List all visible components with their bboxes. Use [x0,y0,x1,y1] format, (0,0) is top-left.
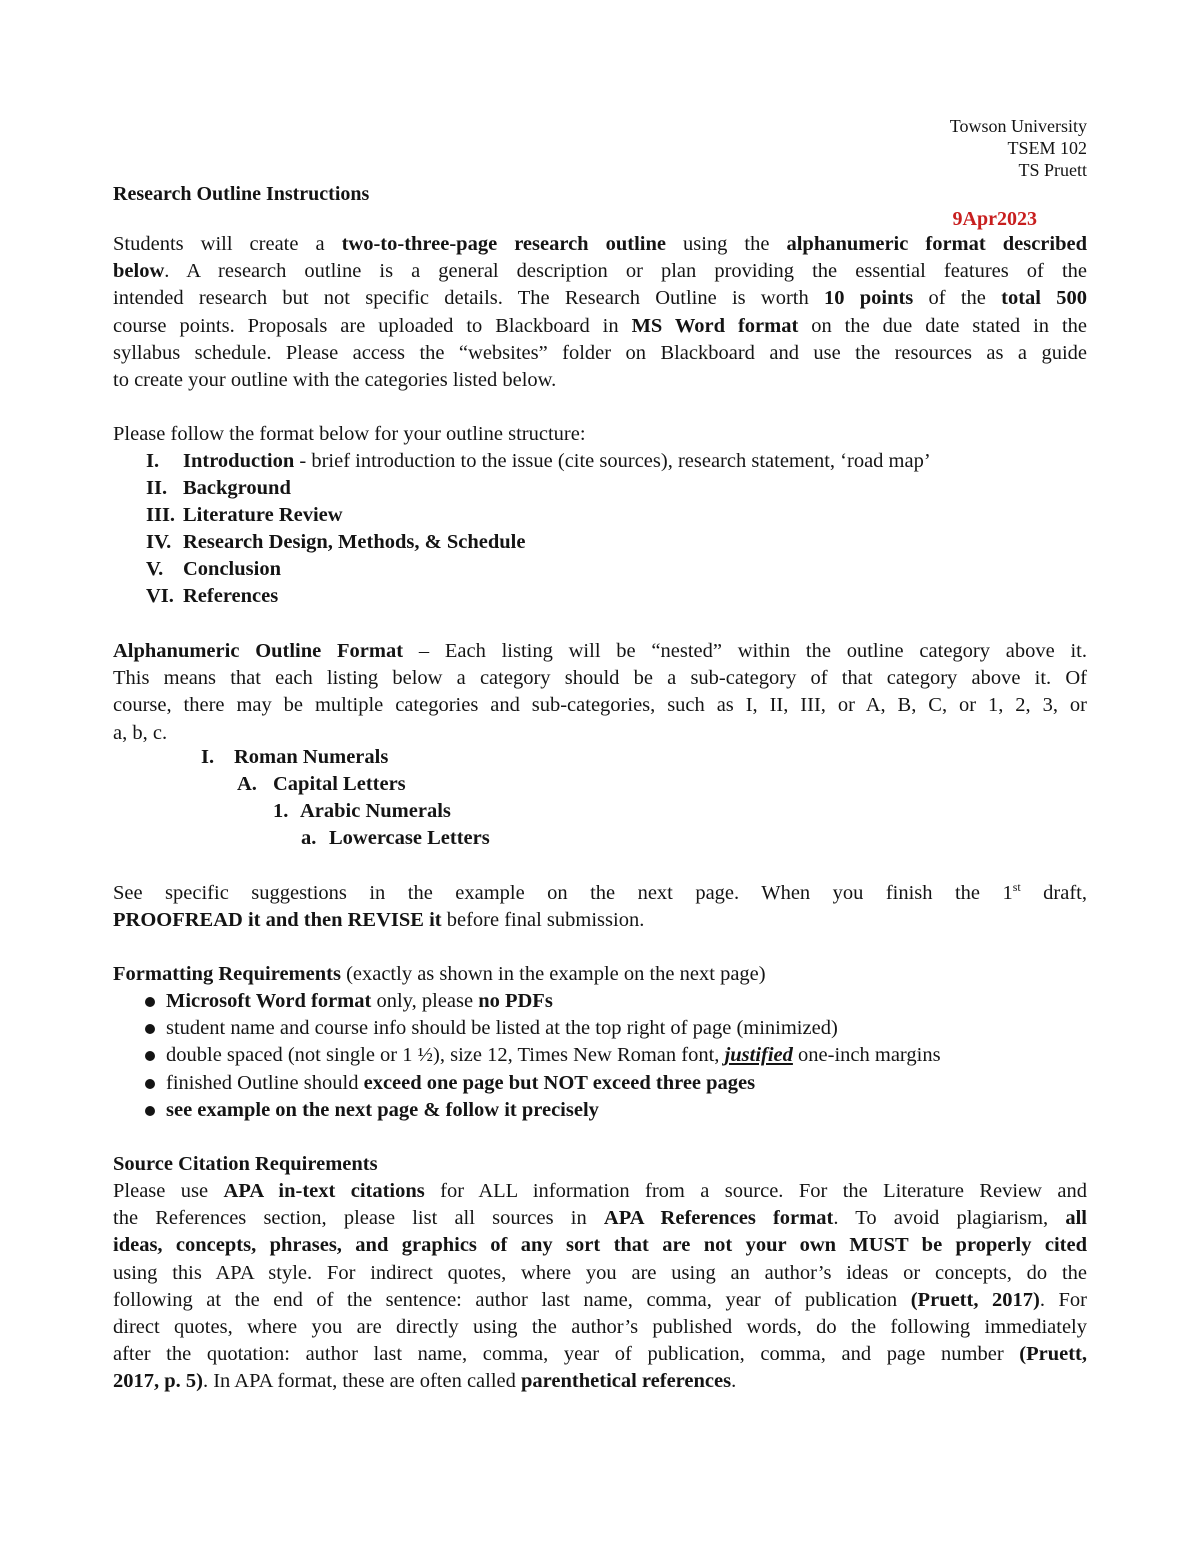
citation-bold-text: (Pruett, 2017) [910,1288,1040,1311]
ordinal-superscript: st [1012,880,1021,895]
nested-number: I. [201,746,215,768]
bullet-bold-text: no PDFs [478,990,553,1012]
nested-level-4 [113,827,1087,854]
outline-item-number: V. [146,558,164,580]
citation-text: after the quotation: author last name, comma, year of publication, comma, and page number [113,1343,1020,1366]
intro-text: course points. Proposals are uploaded to Blackboard in [113,314,632,337]
citation-bold-text: parenthetical references [521,1370,732,1393]
outline-item-label: Literature Review [183,504,343,526]
citation-heading: Source Citation Requirements [113,1153,378,1175]
nested-label: Lowercase Letters [329,827,490,849]
outline-item-label: Conclusion [183,558,281,580]
citation-text: for ALL information from a source. For the Literature Review and [424,1180,1087,1202]
intro-bold-text: alphanumeric format described [786,233,1087,255]
bullet-bold-text: see example on the next page & follow it precisely [166,1098,599,1121]
outline-item-number: VI. [146,585,174,607]
bullet-emphasis-text: justified [724,1044,793,1067]
formatting-heading-note: (exactly as shown in the example on the next page) [340,963,766,985]
alphanumeric-text: course, there may be multiple categories and sub-categories, such as I, II, III, or A, B, C, or 1, 2, 3, or [113,694,1087,717]
alphanumeric-heading: Alphanumeric Outline Format [113,640,404,662]
bullet-icon [145,1051,155,1061]
bullet-icon [145,1106,155,1116]
intro-text: using the [665,233,787,255]
citation-text: . In APA format, these are often called [202,1370,522,1393]
nested-number: A. [237,773,257,795]
structure-outline-list [113,448,1087,610]
outline-item [113,475,1087,502]
bullet-item [113,1015,1087,1042]
citation-text: Please use [113,1180,224,1202]
citation-paragraph [113,1178,1087,1396]
outline-item-number: I. [146,450,160,472]
intro-text: Students will create a [113,233,342,255]
nested-outline-example [113,746,1087,854]
bullet-text: only, please [371,990,479,1012]
bullet-icon [145,1079,155,1089]
citation-text: the References section, please list all sources in [113,1207,604,1230]
bullet-text: finished Outline should [166,1071,364,1094]
bullet-bold-text: exceed one page but NOT exceed three pages [363,1071,756,1094]
institution-name: Towson University [949,116,1087,136]
bullet-bold-text: Microsoft Word format [166,990,372,1012]
suggestion-paragraph [113,880,1087,934]
citation-text: following at the end of the sentence: author last name, comma, year of publication [113,1288,911,1311]
suggestion-text: draft, [1020,882,1088,904]
intro-bold-text: 10 points [823,287,914,310]
intro-bold-text: MS Word format [631,314,799,337]
nested-level-2 [113,773,1087,800]
bullet-icon [145,997,155,1007]
nested-number: a. [301,827,317,849]
course-code: TSEM 102 [1007,138,1087,158]
formatting-heading: Formatting Requirements [113,963,341,985]
alphanumeric-text: This means that each listing below a category should be a sub-category of that category above it. Of [113,667,1087,690]
alphanumeric-text: a, b, c. [113,721,168,744]
outline-item-number: II. [146,477,168,499]
bullet-item [113,988,1087,1015]
citation-bold-text: APA in-text citations [223,1180,425,1202]
outline-item [113,556,1087,583]
outline-item-description: - brief introduction to the issue (cite sources), research statement, ‘road map’ [294,450,931,472]
citation-bold-text: APA References format [603,1207,834,1230]
alphanumeric-text: – Each listing will be “nested” within the outline category above it. [403,640,1087,662]
citation-bold-text: ideas, concepts, phrases, and graphics of any sort that are not your own MUST be properly cited [113,1234,1087,1257]
intro-text: syllabus schedule. Please access the “websites” folder on Blackboard and use the resources as a guide [113,341,1087,364]
structure-lead: Please follow the format below for your outline structure: [113,423,586,445]
outline-item-label: Research Design, Methods, & Schedule [183,531,526,553]
nested-level-3 [113,800,1087,827]
suggestion-text: before final submission. [441,909,645,932]
document-date: 9Apr2023 [952,208,1037,230]
citation-bold-text: (Pruett, [1019,1343,1087,1366]
outline-item-label: References [183,585,279,607]
intro-text: to create your outline with the categories listed below. [113,369,557,392]
bullet-item [113,1042,1087,1069]
intro-text: intended research but not specific details. The Research Outline is worth [113,287,824,310]
outline-item-number: III. [146,504,176,526]
nested-level-1 [113,746,1087,773]
outline-item [113,502,1087,529]
outline-item [113,529,1087,556]
citation-bold-text: 2017, p. 5) [113,1370,203,1393]
bullet-item [113,1070,1087,1097]
suggestion-text: See specific suggestions in the example on the next page. When you finish the 1 [113,882,1013,904]
nested-number: 1. [273,800,289,822]
formatting-heading-line [113,961,1087,988]
citation-text: direct quotes, where you are directly using the author’s published words, do the following immediately [113,1316,1087,1339]
outline-item [113,448,1087,475]
formatting-bullet-list [113,988,1087,1124]
intro-paragraph [113,231,1087,394]
bullet-item [113,1097,1087,1124]
outline-item-label: Introduction [183,450,295,472]
intro-bold-text: two-to-three-page research outline [341,233,666,255]
bullet-icon [145,1024,155,1034]
intro-text: on the due date stated in the [798,314,1087,337]
citation-heading-line [113,1151,1087,1178]
nested-label: Capital Letters [273,773,406,795]
intro-bold-text: total 500 [1001,287,1088,310]
alphanumeric-paragraph [113,638,1087,747]
citation-text: . [731,1370,737,1393]
intro-text: . A research outline is a general description or plan providing the essential features of the [164,260,1087,283]
page-title: Research Outline Instructions [113,183,370,205]
intro-bold-text: below [113,260,165,283]
bullet-text: student name and course info should be listed at the top right of page (minimized) [166,1017,838,1040]
outline-item [113,583,1087,610]
bullet-text: double spaced (not single or 1 ½), size 12, Times New Roman font, [166,1044,725,1067]
outline-item-number: IV. [146,531,172,553]
citation-text: . To avoid plagiarism, [833,1207,1066,1230]
instructor-name: TS Pruett [1018,160,1087,180]
suggestion-bold-text: PROOFREAD it and then REVISE it [113,909,442,932]
citation-text: using this APA style. For indirect quotes, where you are using an author’s ideas or concepts, do the [113,1261,1087,1284]
bullet-text: one-inch margins [792,1044,941,1067]
nested-label: Roman Numerals [234,746,389,768]
document-header [950,115,1087,181]
citation-bold-text: all [1065,1207,1087,1230]
citation-text: . For [1039,1288,1087,1311]
nested-label: Arabic Numerals [300,800,451,822]
intro-text: of the [913,287,1002,310]
outline-item-label: Background [183,477,291,499]
